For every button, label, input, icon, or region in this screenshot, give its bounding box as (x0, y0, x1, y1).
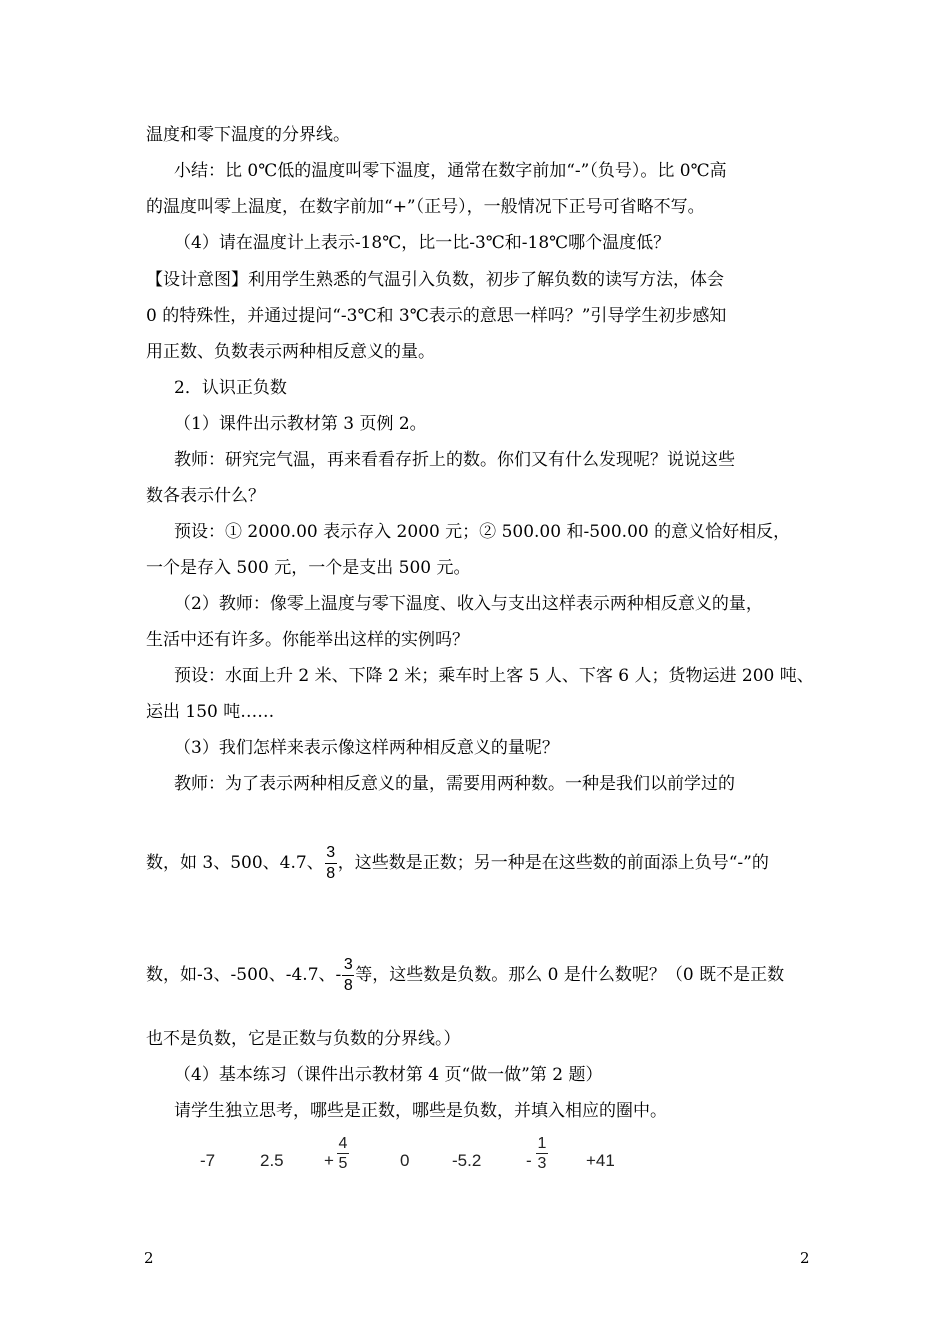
paragraph-line: 预设：水面上升 2 米、下降 2 米；乘车时上客 5 人、下客 6 人；货物运进 200 吨、 (174, 666, 814, 686)
exercise-fraction (337, 1135, 349, 1172)
exercise-number: 0 (400, 1151, 410, 1170)
page-number-right: 2 (800, 1249, 810, 1267)
exercise-heading: （4）基本练习（课件出示教材第 4 页“做一做”第 2 题） (174, 1065, 603, 1085)
line-text: ，这些数是正数；另一种是在这些数的前面添上负号“-”的 (337, 853, 769, 873)
paragraph-line: 运出 150 吨…… (146, 702, 275, 722)
exercise-fraction (536, 1135, 548, 1172)
paragraph-line: 请学生独立思考，哪些是正数，哪些是负数，并填入相应的圈中。 (174, 1101, 667, 1121)
design-intent-line: 【设计意图】利用学生熟悉的气温引入负数，初步了解负数的读写方法，体会 (146, 270, 724, 290)
fraction-numerator: 4 (338, 1135, 348, 1152)
paragraph-line: 也不是负数，它是正数与负数的分界线。） (146, 1029, 461, 1049)
fraction-numerator: 1 (537, 1135, 547, 1152)
exercise-number: -7 (200, 1151, 216, 1170)
fraction-numerator: 3 (343, 956, 353, 973)
paragraph-line: 一个是存入 500 元，一个是支出 500 元。 (146, 558, 471, 578)
positive-numbers-line (146, 830, 769, 896)
exercise-number: -5.2 (452, 1151, 482, 1170)
fraction-denominator: 8 (343, 977, 353, 994)
section-heading: 2．认识正负数 (174, 378, 287, 398)
exercise-number: +41 (586, 1151, 615, 1170)
fraction-denominator: 8 (326, 865, 336, 882)
page-number-left: 2 (144, 1249, 154, 1267)
paragraph-line: 0 的特殊性，并通过提问“-3℃和 3℃表示的意思一样吗？”引导学生初步感知 (146, 306, 727, 326)
fraction-three-eighths (325, 843, 337, 884)
fraction-denominator: 3 (537, 1155, 547, 1172)
exercise-number: 2.5 (260, 1151, 284, 1170)
exercise-sign: - (526, 1151, 532, 1170)
paragraph-line: 生活中还有许多。你能举出这样的实例吗？ (146, 630, 469, 650)
fraction-three-eighths (342, 955, 354, 996)
summary-line: 小结：比 0℃低的温度叫零下温度，通常在数字前加“-”（负号）。比 0℃高 (174, 161, 727, 181)
paragraph-line: 预设：① 2000.00 表示存入 2000 元；② 500.00 和-500.00 的意义恰好相反， (174, 522, 791, 542)
paragraph-line: （2）教师：像零上温度与零下温度、收入与支出这样表示两种相反意义的量， (174, 594, 763, 614)
fraction-denominator: 5 (338, 1155, 348, 1172)
question-line: （4）请在温度计上表示-18℃，比一比-3℃和-18℃哪个温度低？ (174, 233, 671, 253)
paragraph-line: 教师：为了表示两种相反意义的量，需要用两种数。一种是我们以前学过的 (174, 774, 735, 794)
line-text: 数，如-3、-500、-4.7、- (146, 965, 342, 985)
paragraph-line: 数各表示什么？ (146, 486, 265, 506)
line-text: 等，这些数是负数。那么 0 是什么数呢？（0 既不是正数 (355, 965, 785, 985)
paragraph-line: 温度和零下温度的分界线。 (146, 125, 350, 145)
paragraph-line: 的温度叫零上温度，在数字前加“+”（正号），一般情况下正号可省略不写。 (146, 197, 705, 217)
line-text: 数，如 3、500、4.7、 (146, 853, 324, 873)
paragraph-line: （1）课件出示教材第 3 页例 2。 (174, 414, 427, 434)
paragraph-line: 用正数、负数表示两种相反意义的量。 (146, 342, 435, 362)
fraction-numerator: 3 (326, 844, 336, 861)
paragraph-line: （3）我们怎样来表示像这样两种相反意义的量呢？ (174, 738, 559, 758)
exercise-sign: + (324, 1151, 334, 1170)
paragraph-line: 教师：研究完气温，再来看看存折上的数。你们又有什么发现呢？说说这些 (174, 450, 735, 470)
negative-numbers-line (146, 942, 784, 1008)
